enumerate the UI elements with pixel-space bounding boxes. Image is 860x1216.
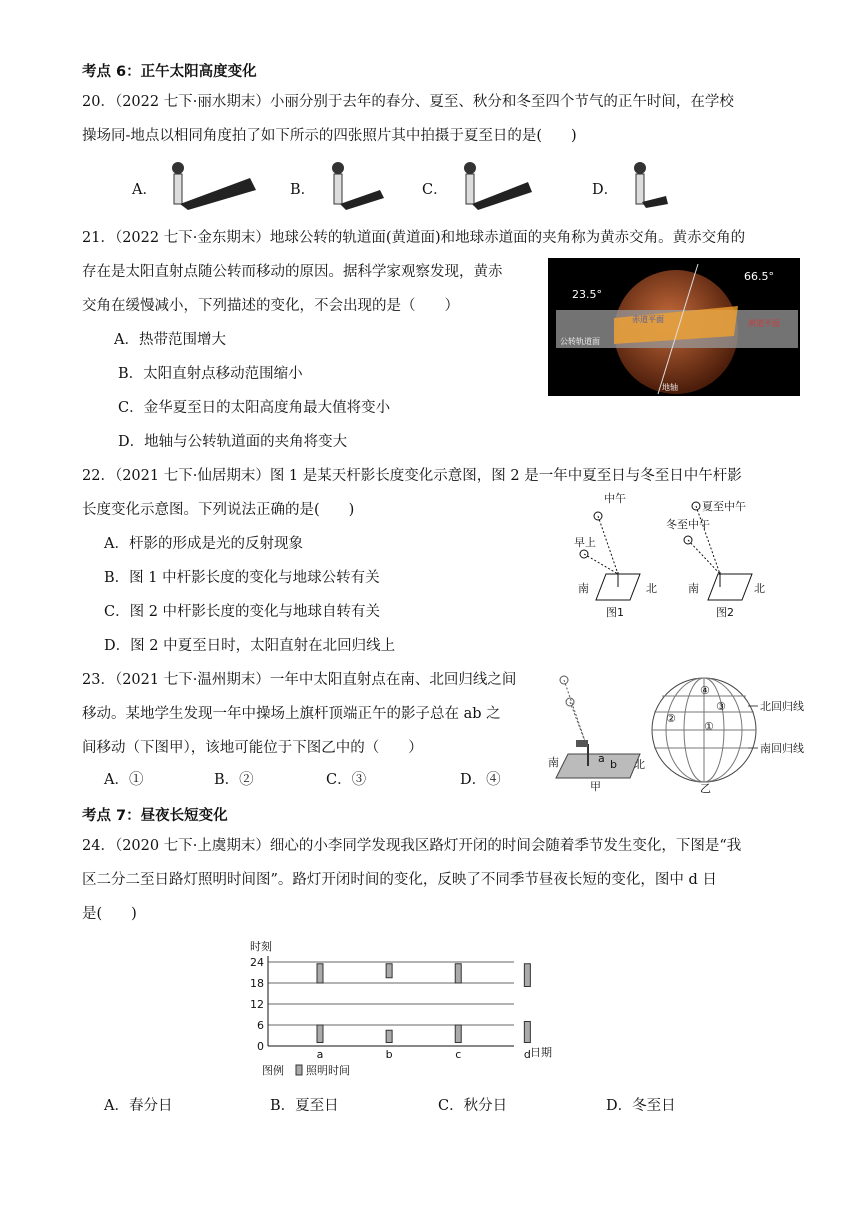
q24-line1: 24．（2020 七下·上虞期末）细心的小李同学发现我区路灯开闭的时间会随着季节发生变化，下图是“我 — [82, 838, 742, 854]
q24-lighting-chart — [244, 936, 564, 1086]
q23-tropic-s: 南回归线 — [760, 742, 804, 755]
q23-m3: ③ — [716, 700, 726, 713]
q24-option-d[interactable]: D．冬至日 — [606, 1098, 676, 1114]
q22-line1: 22．（2021 七下·仙居期末）图 1 是某天杆影长度变化示意图，图 2 是一年中夏至日与冬至日中午杆影 — [82, 468, 742, 484]
chart-ytick-label: 18 — [250, 977, 264, 990]
q23-m1: ① — [704, 720, 714, 733]
chart-ytick-label: 0 — [257, 1040, 264, 1053]
q23-option-a[interactable]: A．① — [104, 772, 144, 788]
q23-b: b — [610, 758, 617, 771]
q21-line2: 存在是太阳直射点随公转而移动的原因。据科学家观察发现，黄赤 — [82, 264, 503, 280]
q21-earth-figure — [548, 258, 800, 396]
q22-summer-noon: 夏至中午 — [702, 500, 746, 513]
q23-m2: ② — [666, 712, 676, 725]
chart-legend-swatch — [296, 1065, 302, 1075]
q23-tropic-n: 北回归线 — [760, 700, 804, 713]
q24-option-c[interactable]: C．秋分日 — [438, 1098, 508, 1114]
section-title-6: 考点 6：正午太阳高度变化 — [82, 64, 257, 80]
chart-xtick-a: a — [316, 1048, 324, 1061]
q23-line3: 间移动（下图甲），该地可能位于下图乙中的（ ） — [82, 740, 423, 756]
chart-bar-evening-c — [455, 964, 461, 983]
q22-fig1: 图1 — [606, 606, 624, 619]
chart-bar-evening-d — [524, 964, 530, 987]
q23-line1: 23．（2021 七下·温州期末）一年中太阳直射点在南、北回归线之间 — [82, 672, 517, 688]
q23-option-d[interactable]: D．④ — [460, 772, 501, 788]
q22-option-d[interactable]: D．图 2 中夏至日时，太阳直射在北回归线上 — [104, 638, 396, 654]
q21-option-a[interactable]: A．热带范围增大 — [114, 332, 226, 348]
chart-bar-morning-a — [317, 1025, 323, 1043]
q22-north-1: 北 — [646, 582, 657, 595]
q23-globe-figure — [548, 672, 810, 795]
q20-photo-d — [622, 158, 692, 214]
chart-xtick-c: c — [455, 1048, 462, 1061]
q22-line2: 长度变化示意图。下列说法正确的是( ) — [82, 502, 355, 518]
q22-south-1: 南 — [578, 582, 589, 595]
section-title-7: 考点 7：昼夜长短变化 — [82, 808, 228, 824]
q22-option-c[interactable]: C．图 2 中杆影长度的变化与地球自转有关 — [104, 604, 381, 620]
q23-m4: ④ — [700, 684, 710, 697]
q22-winter-noon: 冬至中午 — [666, 518, 710, 531]
q23-option-c[interactable]: C．③ — [326, 772, 367, 788]
q22-north-2: 北 — [754, 582, 765, 595]
q21-line3: 交角在缓慢减小，下列描述的变化，不会出现的是（ ） — [82, 298, 459, 314]
q23-north: 北 — [634, 758, 645, 771]
q20-option-c[interactable]: C． — [422, 182, 448, 198]
chart-bar-evening-b — [386, 964, 392, 978]
q21-angle1: 23.5° — [572, 288, 602, 301]
q22-option-a[interactable]: A．杆影的形成是光的反射现象 — [104, 536, 303, 552]
chart-bar-morning-b — [386, 1030, 392, 1042]
q22-morning: 早上 — [574, 536, 596, 549]
chart-ytick-label: 24 — [250, 956, 264, 969]
q24-option-a[interactable]: A．春分日 — [104, 1098, 173, 1114]
q20-option-d[interactable]: D． — [592, 182, 619, 198]
chart-bar-morning-c — [455, 1025, 461, 1043]
q21-option-c[interactable]: C．金华夏至日的太阳高度角最大值将变小 — [118, 400, 391, 416]
chart-bar-morning-d — [524, 1022, 530, 1043]
chart-ylabel: 时刻 — [250, 940, 272, 953]
q23-line2: 移动。某地学生发现一年中操场上旗杆顶端正午的影子总在 ab 之 — [82, 706, 501, 722]
q23-yi: 乙 — [700, 782, 711, 795]
chart-xtick-b: b — [385, 1048, 393, 1061]
q21-option-d[interactable]: D．地轴与公转轨道面的夹角将变大 — [118, 434, 348, 450]
q22-option-b[interactable]: B．图 1 中杆影长度的变化与地球公转有关 — [104, 570, 380, 586]
chart-xlabel: 日期 — [530, 1046, 552, 1059]
chart-xtick-d: d — [523, 1048, 531, 1061]
chart-bar-evening-a — [317, 964, 323, 983]
q21-option-b[interactable]: B．太阳直射点移动范围缩小 — [118, 366, 303, 382]
chart-legend-item: 照明时间 — [306, 1064, 350, 1077]
q21-angle2: 66.5° — [744, 270, 774, 283]
q23-jia: 甲 — [590, 780, 601, 793]
q20-photo-b — [320, 158, 400, 214]
q21-line1: 21．（2022 七下·金东期末）地球公转的轨道面(黄道面)和地球赤道面的夹角称为黄赤交角。黄赤交角的 — [82, 230, 746, 246]
chart-ytick-label: 12 — [250, 998, 264, 1011]
q20-line2: 操场同-地点以相同角度拍了如下所示的四张照片其中拍摄于夏至日的是( ) — [82, 128, 577, 144]
q22-south-2: 南 — [688, 582, 699, 595]
q24-line2: 区二分二至日路灯照明时间图”。路灯开闭时间的变化，反映了不同季节昼夜长短的变化，图中 d 日 — [82, 872, 717, 888]
q20-line1: 20．（2022 七下·丽水期末）小丽分别于去年的春分、夏至、秋分和冬至四个节气的正午时间，在学校 — [82, 94, 734, 110]
q24-option-b[interactable]: B．夏至日 — [270, 1098, 339, 1114]
q23-option-b[interactable]: B．② — [214, 772, 254, 788]
q20-option-a[interactable]: A． — [132, 182, 157, 198]
q24-line3: 是( ) — [82, 906, 137, 922]
q20-photo-c — [452, 158, 552, 214]
q22-fig2: 图2 — [716, 606, 734, 619]
q21-equator-label: 赤道平面 — [632, 315, 664, 324]
chart-ytick-label: 6 — [257, 1019, 264, 1032]
q22-noon: 中午 — [604, 492, 626, 505]
q23-south: 南 — [548, 756, 559, 769]
q22-shadow-figure — [570, 490, 780, 620]
q21-axis-label: 地轴 — [662, 383, 678, 392]
q20-photo-a — [160, 158, 260, 214]
q23-a: a — [598, 752, 605, 765]
q20-option-b[interactable]: B． — [290, 182, 316, 198]
q21-ecliptic-label: 黄道平面 — [748, 319, 780, 328]
q21-plane-label: 公转轨道面 — [560, 337, 600, 346]
chart-legend: 图例 — [262, 1064, 284, 1077]
